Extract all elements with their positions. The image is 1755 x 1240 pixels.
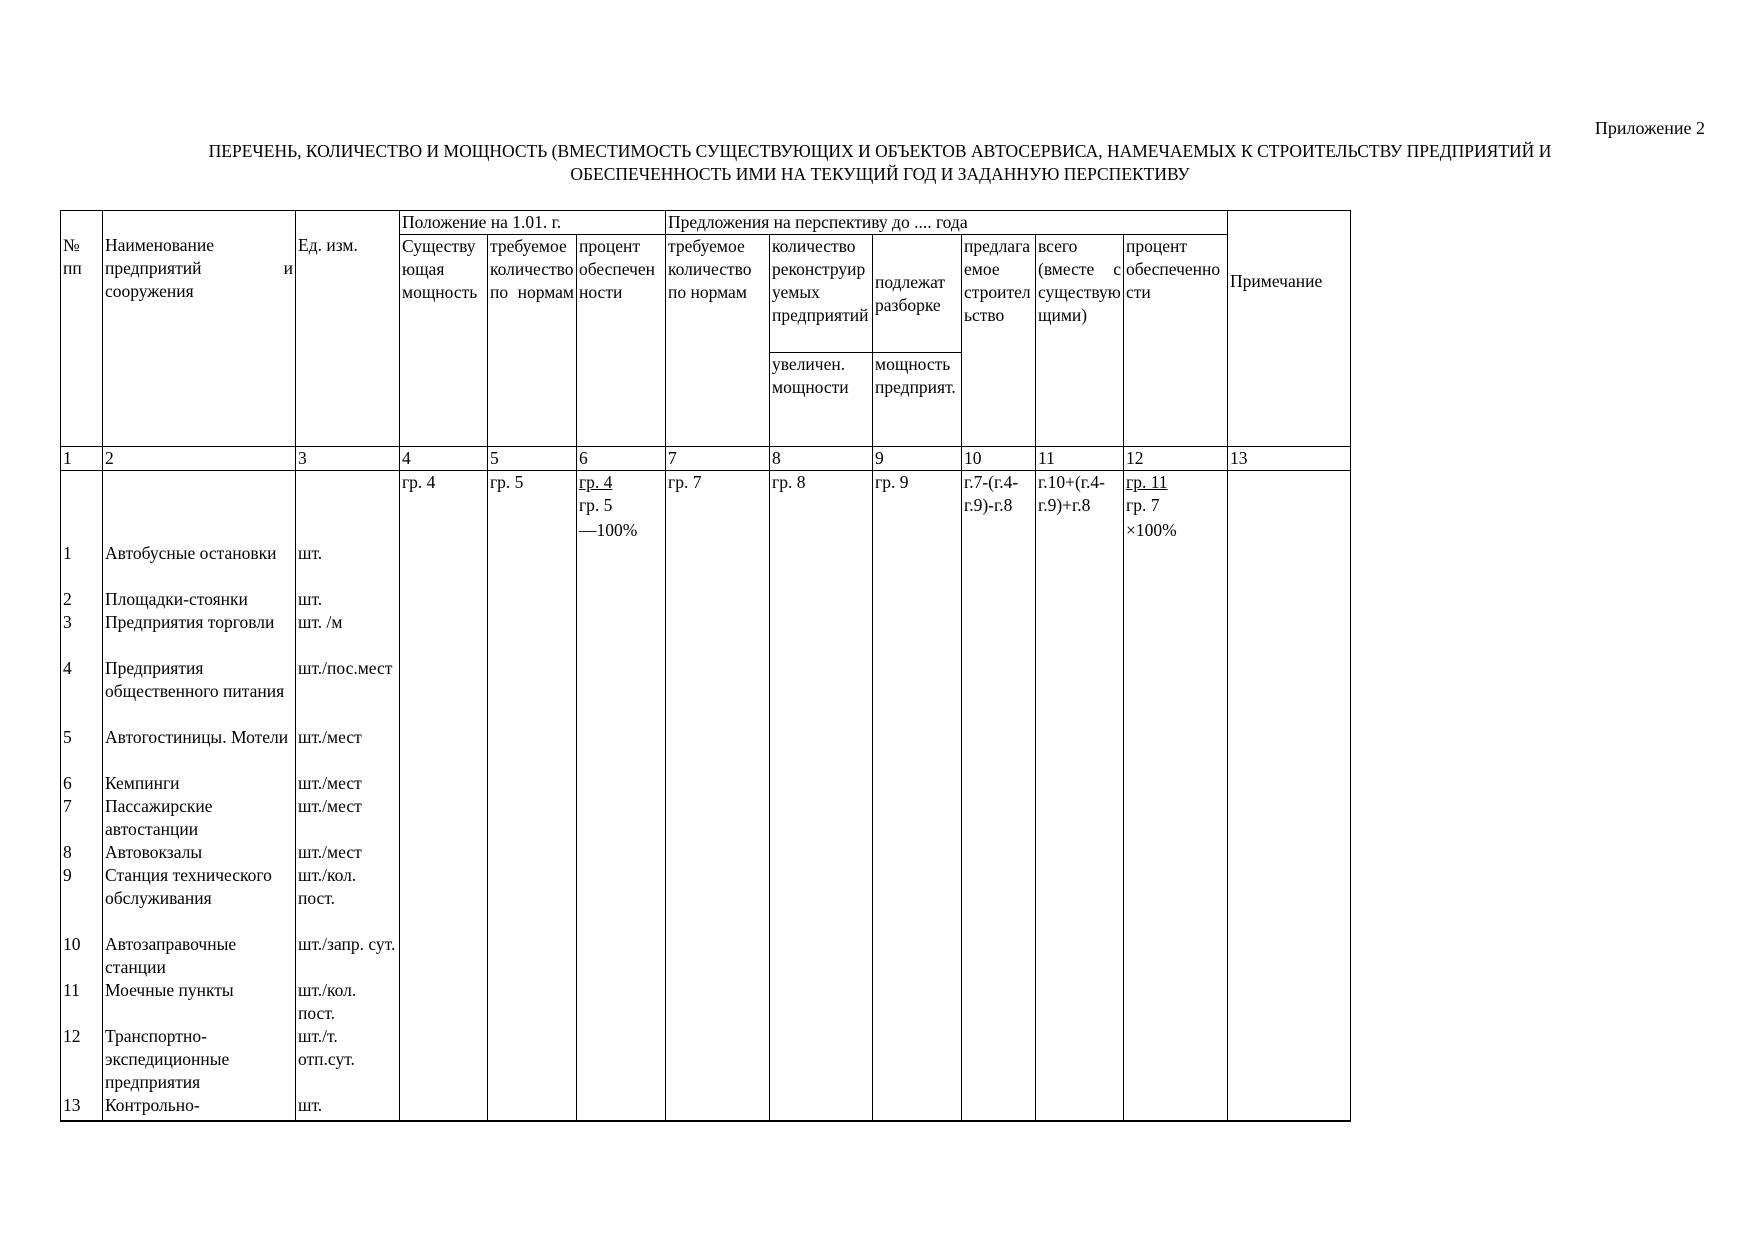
formula-c7: гр. 7: [666, 471, 770, 1121]
name-column: [103, 471, 296, 1121]
header-required: требуемое количество по нормам: [488, 235, 577, 353]
formula-c8: гр. 8: [770, 471, 873, 1121]
row-name: Автобусные остановки: [105, 543, 277, 563]
row-num: 13: [63, 1095, 81, 1115]
header-unit: Ед. изм.: [296, 211, 400, 353]
formula-c12-multiplier: ×100%: [1126, 520, 1177, 540]
row-num: 12: [63, 1026, 81, 1046]
header-total: всего (вместе с существующими): [1036, 235, 1124, 353]
row-num: 7: [63, 796, 72, 816]
row-name: Станция технического обслуживания: [105, 865, 272, 908]
formula-c12: [1124, 471, 1228, 1121]
header-percent-cont: [577, 353, 666, 447]
header-note-cont: [1228, 353, 1351, 447]
colnum-1: 1: [61, 447, 103, 471]
header-unit-cont: [296, 353, 400, 447]
row-unit: шт.: [298, 589, 323, 609]
formula-c9: гр. 9: [873, 471, 962, 1121]
header-group-future: Предложения на перспективу до .... года: [666, 211, 1228, 235]
formula-c6-denominator: гр. 5: [579, 495, 613, 515]
row-name: Площадки-стоянки: [105, 589, 248, 609]
note-column: [1228, 471, 1351, 1121]
title-line-2: ОБЕСПЕЧЕННОСТЬ ИМИ НА ТЕКУЩИЙ ГОД И ЗАДАННУЮ ПЕРСПЕКТИВУ: [570, 164, 1190, 184]
row-unit: шт./кол. пост.: [298, 865, 357, 908]
formula-c6: [577, 471, 666, 1121]
header-existing: Существующая мощность: [400, 235, 488, 353]
header-num-cont: [61, 353, 103, 447]
row-units: [298, 542, 397, 1117]
header-num: № пп: [61, 211, 103, 353]
formula-c10: г.7-(г.4-г.9)-г.8: [962, 471, 1036, 1121]
header-required-norm-cont: [666, 353, 770, 447]
row-name: Кемпинги: [105, 773, 180, 793]
row-name: Автовокзалы: [105, 842, 203, 862]
row-num: 8: [63, 842, 72, 862]
header-demolition: подлежат разборке: [873, 235, 962, 353]
header-required-cont: [488, 353, 577, 447]
row-num: 5: [63, 727, 72, 747]
document-title: [60, 140, 1700, 186]
row-unit: шт./кол. пост.: [298, 980, 357, 1023]
row-unit: шт./мест: [298, 727, 362, 747]
row-numbers: [63, 542, 100, 1117]
formula-c5: гр. 5: [488, 471, 577, 1121]
header-total-cont: [1036, 353, 1124, 447]
colnum-7: 7: [666, 447, 770, 471]
header-required-norm: требуемое количество по нормам: [666, 235, 770, 353]
row-unit: шт./мест: [298, 796, 362, 816]
row-names: [105, 542, 293, 1117]
colnum-11: 11: [1036, 447, 1124, 471]
formula-c12-numerator: гр. 11: [1126, 472, 1168, 492]
title-line-1: ПЕРЕЧЕНЬ, КОЛИЧЕСТВО И МОЩНОСТЬ (ВМЕСТИМОСТЬ СУЩЕСТВУЮЩИХ И ОБЪЕКТОВ АВТОСЕРВИСА, НАМЕЧАЕМЫХ К СТРОИТЕЛЬСТВУ ПРЕДПРИЯТИЙ И: [208, 141, 1552, 161]
row-num: 6: [63, 773, 72, 793]
row-name: Моечные пункты: [105, 980, 234, 1000]
colnum-4: 4: [400, 447, 488, 471]
row-num: 10: [63, 934, 81, 954]
colnum-2: 2: [103, 447, 296, 471]
row-unit: шт./запр. сут.: [298, 934, 396, 954]
row-name: Автозаправочные станции: [105, 934, 237, 977]
header-name-cont: [103, 353, 296, 447]
header-percent2: процент обеспеченности: [1124, 235, 1228, 353]
header-planned-cont: [962, 353, 1036, 447]
row-name: Пассажирские автостанции: [105, 796, 213, 839]
row-name: Контрольно-: [105, 1095, 200, 1115]
colnum-6: 6: [577, 447, 666, 471]
row-unit: шт./пос.мест: [298, 658, 393, 678]
header-capacity: мощность предприят.: [873, 353, 962, 447]
header-group-current: Положение на 1.01. г.: [400, 211, 666, 235]
row-num: 2: [63, 589, 72, 609]
row-unit: шт.: [298, 543, 323, 563]
row-unit: шт./т. отп.сут.: [298, 1026, 355, 1069]
colnum-8: 8: [770, 447, 873, 471]
column-numbers-row: [61, 447, 1351, 471]
table-body-row: [61, 471, 1351, 1121]
row-unit: шт./мест: [298, 773, 362, 793]
colnum-12: 12: [1124, 447, 1228, 471]
unit-column: [296, 471, 400, 1121]
row-name: Предприятия общественного питания: [105, 658, 285, 701]
header-planned: предлагаемое строительство: [962, 235, 1036, 353]
row-unit: шт. /м: [298, 612, 343, 632]
formula-c4: гр. 4: [400, 471, 488, 1121]
colnum-10: 10: [962, 447, 1036, 471]
row-num: 11: [63, 980, 80, 1000]
colnum-13: 13: [1228, 447, 1351, 471]
header-reconstructed: количество реконструируемых предприятий: [770, 235, 873, 353]
header-percent2-cont: [1124, 353, 1228, 447]
formula-c11: г.10+(г.4-г.9)+г.8: [1036, 471, 1124, 1121]
row-unit: шт.: [298, 1095, 323, 1115]
colnum-5: 5: [488, 447, 577, 471]
colnum-3: 3: [296, 447, 400, 471]
formula-c6-numerator: гр. 4: [579, 472, 613, 492]
row-name: Автогостиницы. Мотели: [105, 727, 289, 747]
header-percent: процент обеспеченности: [577, 235, 666, 353]
row-num: 9: [63, 865, 72, 885]
colnum-9: 9: [873, 447, 962, 471]
formula-c12-denominator: гр. 7: [1126, 495, 1160, 515]
appendix-label: Приложение 2: [1594, 118, 1705, 138]
num-column: [61, 471, 103, 1121]
row-name: Предприятия торговли: [105, 612, 275, 632]
header-note: Примечание: [1228, 211, 1351, 353]
row-unit: шт./мест: [298, 842, 362, 862]
header-increase: увеличен. мощности: [770, 353, 873, 447]
row-num: 4: [63, 658, 72, 678]
header-existing-cont: [400, 353, 488, 447]
row-num: 3: [63, 612, 72, 632]
row-num: 1: [63, 543, 72, 563]
formula-c6-multiplier: —100%: [579, 520, 638, 540]
header-name: Наименование предприятий и сооружения: [103, 211, 296, 353]
facilities-table: [60, 210, 1351, 1122]
row-name: Транспортно-экспедиционные предприятия: [105, 1026, 230, 1092]
